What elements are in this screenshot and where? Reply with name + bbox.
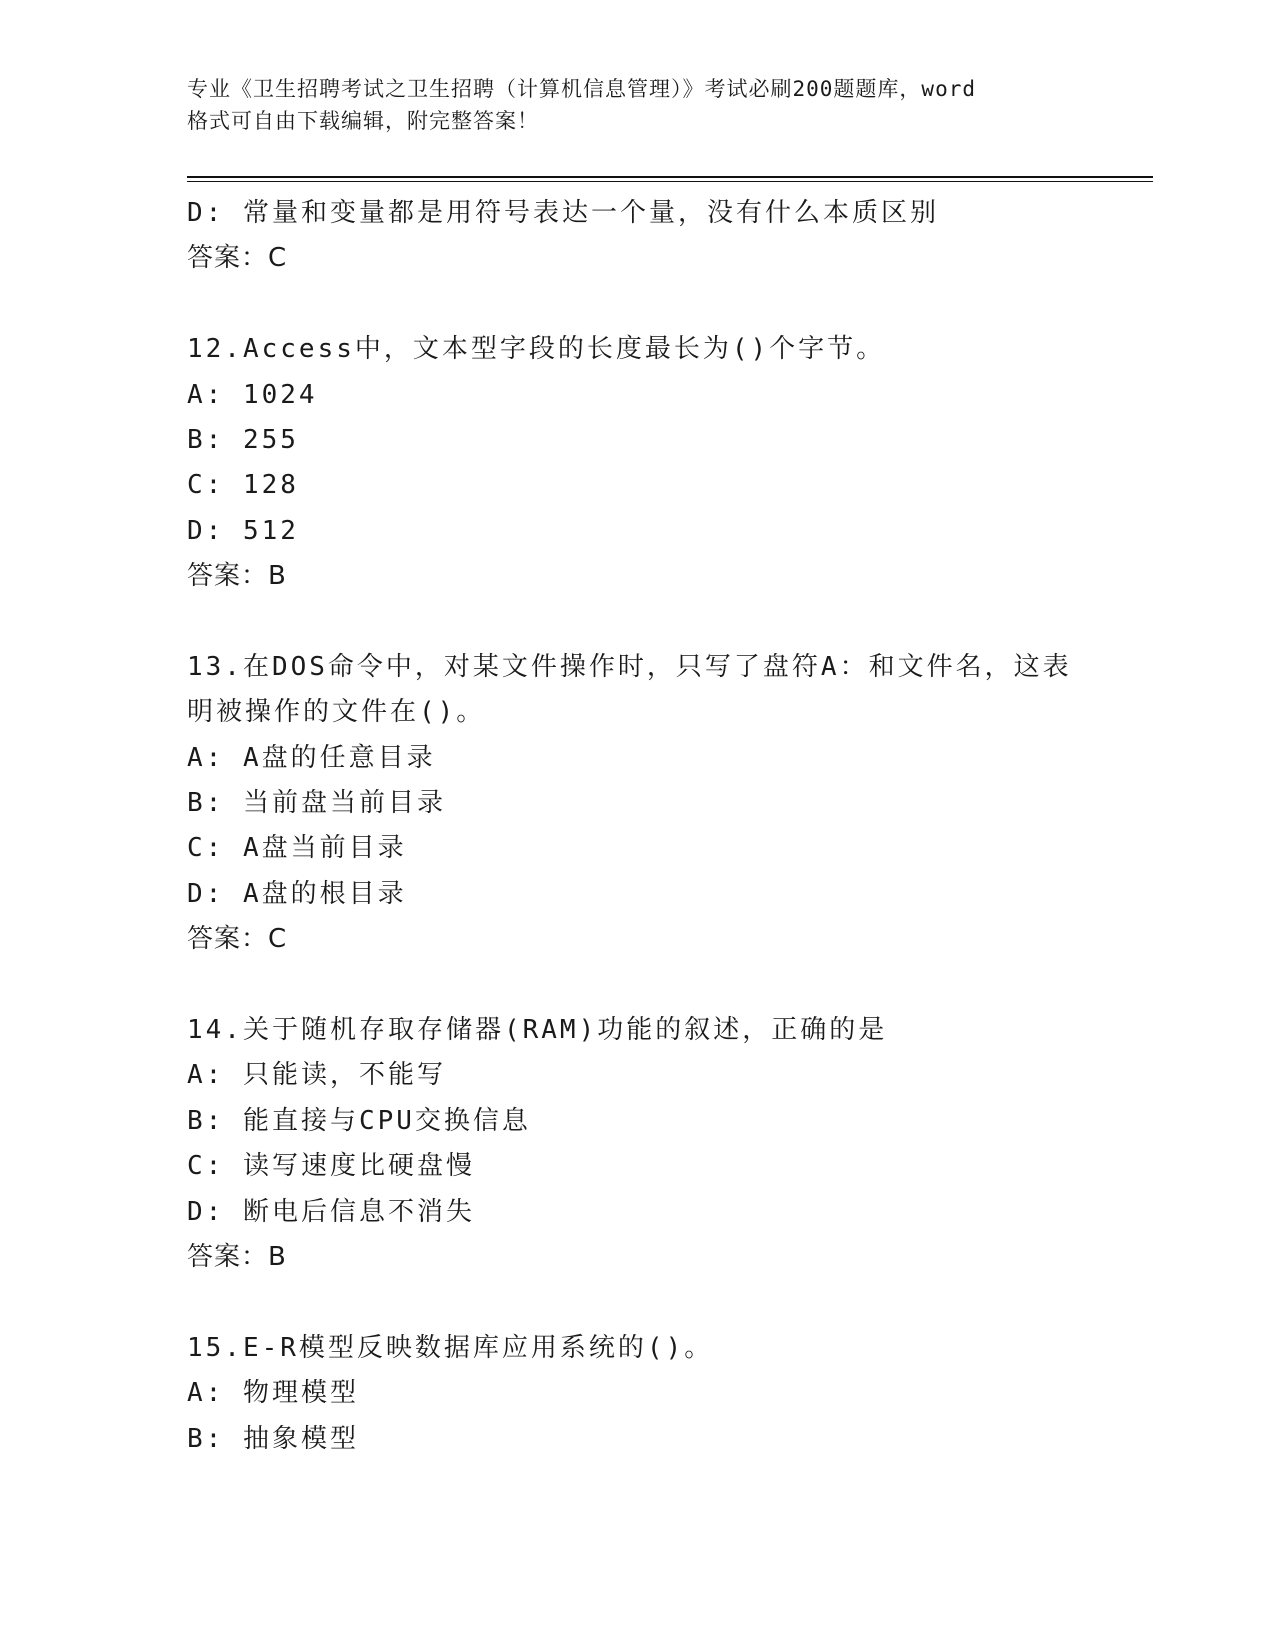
question-text: 14.关于随机存取存储器(RAM)功能的叙述，正确的是 bbox=[187, 1015, 888, 1046]
question-text-line-1: 13.在DOS命令中，对某文件操作时，只写了盘符A：和文件名，这表 bbox=[187, 651, 1072, 682]
question-12 bbox=[187, 327, 1087, 599]
answer: 答案：B bbox=[187, 1241, 287, 1272]
question-14 bbox=[187, 1008, 1087, 1280]
option-a: A: 物理模型 bbox=[187, 1378, 359, 1409]
answer: 答案：C bbox=[187, 924, 288, 955]
option-a: A: 1024 bbox=[187, 379, 318, 410]
option-d: D: A盘的根目录 bbox=[187, 878, 407, 909]
header-divider-thin bbox=[187, 181, 1153, 182]
option-b: B: 255 bbox=[187, 424, 299, 455]
question-text: 15.E-R模型反映数据库应用系统的()。 bbox=[187, 1332, 714, 1363]
option-c: C: A盘当前目录 bbox=[187, 833, 407, 864]
spacer bbox=[187, 1280, 1087, 1325]
option-c: C: 128 bbox=[187, 470, 299, 501]
header-line-2: 格式可自由下载编辑，附完整答案！ bbox=[187, 109, 539, 133]
spacer bbox=[187, 282, 1087, 327]
question-text: 12.Access中，文本型字段的长度最长为()个字节。 bbox=[187, 334, 886, 365]
option-b: B: 能直接与CPU交换信息 bbox=[187, 1105, 531, 1136]
header-divider-thick bbox=[187, 176, 1153, 178]
option-d: D: 512 bbox=[187, 515, 299, 546]
option-a: A: A盘的任意目录 bbox=[187, 742, 436, 773]
question-13 bbox=[187, 645, 1087, 963]
document-header bbox=[187, 73, 1107, 137]
option-b: B: 当前盘当前目录 bbox=[187, 788, 446, 819]
question-text-line-2: 明被操作的文件在()。 bbox=[187, 697, 486, 728]
question-list bbox=[187, 191, 1087, 1462]
option-a: A: 只能读，不能写 bbox=[187, 1060, 446, 1091]
header-line-1: 专业《卫生招聘考试之卫生招聘（计算机信息管理）》考试必刷200题题库，word bbox=[187, 77, 976, 101]
answer: 答案：B bbox=[187, 561, 287, 592]
spacer bbox=[187, 963, 1087, 1008]
option-d: D: 常量和变量都是用符号表达一个量，没有什么本质区别 bbox=[187, 198, 939, 228]
option-c: C: 读写速度比硬盘慢 bbox=[187, 1151, 475, 1182]
question-15 bbox=[187, 1326, 1087, 1462]
option-d: D: 断电后信息不消失 bbox=[187, 1196, 475, 1227]
question-11-tail bbox=[187, 191, 1087, 282]
option-b: B: 抽象模型 bbox=[187, 1423, 359, 1454]
answer: 答案：C bbox=[187, 243, 288, 274]
spacer bbox=[187, 600, 1087, 645]
